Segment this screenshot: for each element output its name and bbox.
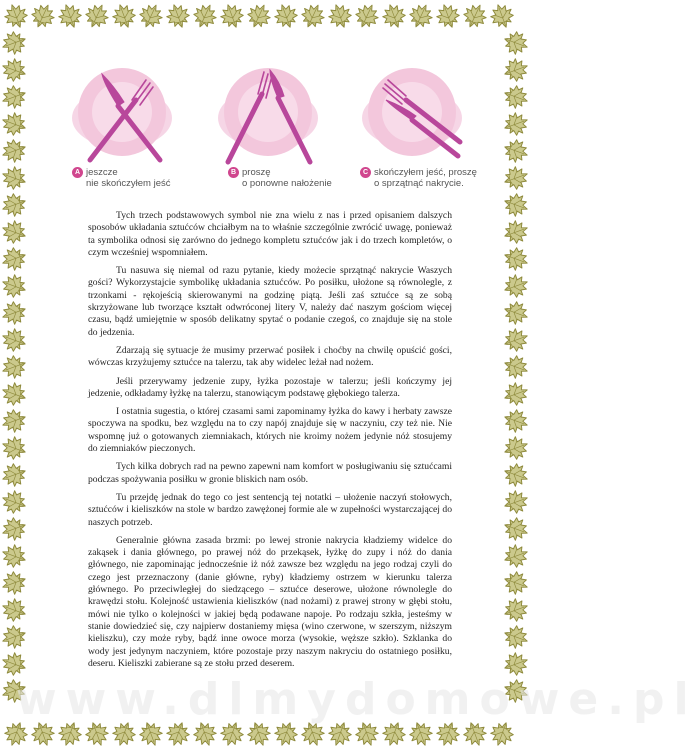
maple-leaf-icon: [501, 515, 531, 544]
plate-c-illustration: [350, 56, 478, 184]
maple-leaf-icon: [0, 164, 29, 193]
maple-leaf-icon: [0, 272, 29, 301]
caption-a-badge: A: [72, 167, 83, 178]
maple-leaf-icon: [0, 515, 29, 544]
maple-leaf-icon: [244, 1, 274, 32]
maple-leaf-icon: [501, 542, 531, 571]
maple-leaf-icon: [501, 353, 531, 382]
paragraph-5: I ostatnia sugestia, o której czasami sami zapominamy łyżka do kawy i herbaty zawsze spoczywa na spodku, bez względu na to czy napój znajduje się w naczyniu, czy też nie. Nie wspomnę już o gotowanych ziemniakach, których nie kroimy nożem jedynie nóż stosujemy do ziemniaków pieczonych.: [88, 406, 452, 455]
maple-leaf-icon: [0, 245, 29, 274]
maple-leaf-icon: [0, 569, 29, 598]
caption-b-badge: B: [228, 167, 239, 178]
article-body: [88, 210, 452, 676]
maple-leaf-icon: [164, 1, 193, 31]
maple-leaf-icon: [501, 83, 531, 112]
maple-leaf-icon: [501, 596, 531, 625]
maple-leaf-icon: [501, 461, 531, 490]
maple-leaf-icon: [0, 137, 29, 166]
paragraph-7: Tu przejdę jednak do tego co jest sentencją tej notatki – ułożenie naczyń stołowych, sztućców i kieliszków na stole w bardzo zawężonej formie ale w zupełności wystarczającej do naszych potrzeb.: [88, 491, 452, 528]
maple-leaf-icon: [501, 488, 531, 517]
maple-leaf-icon: [501, 191, 531, 220]
maple-leaf-icon: [56, 1, 85, 31]
maple-leaf-icon: [0, 29, 29, 58]
maple-leaf-icon: [460, 1, 490, 32]
caption-c-badge: C: [360, 167, 371, 178]
caption-c-text: skończyłem jeść, proszę o sprzątnąć nakrycie.: [374, 167, 477, 189]
maple-leaf-icon: [0, 596, 29, 625]
plate-a-illustration: [60, 56, 188, 184]
paragraph-3: Zdarzają się sytuacje że musimy przerwać posiłek i choćby na chwilę opuścić gości, wówczas krzyżujemy sztućce na talerzu, tak aby widelec leżał nad nożem.: [88, 344, 452, 369]
maple-leaf-icon: [0, 299, 29, 328]
maple-leaf-icon: [190, 1, 220, 32]
maple-leaf-icon: [0, 56, 29, 85]
maple-leaf-icon: [218, 1, 247, 31]
paragraph-1: Tych trzech podstawowych symbol nie zna wielu z nas i przed opisaniem dalszych sposobów układania sztućców chciałbym na to właśnie szczególnie zwrócić uwagę, ponieważ ta symbolika odnosi się zarówno do jednego kompletu sztućców jak i do trzech kompletów, o czym wcześniej wspomniałem.: [88, 210, 452, 258]
caption-b-text: proszę o ponowne nałożenie: [242, 167, 332, 189]
site-watermark: www.dlmydomowe.pl: [16, 674, 698, 725]
maple-leaf-icon: [0, 326, 29, 355]
maple-leaf-icon: [501, 434, 531, 463]
maple-leaf-icon: [352, 1, 382, 32]
maple-leaf-icon: [501, 326, 531, 355]
maple-leaf-icon: [28, 1, 58, 32]
maple-leaf-icon: [110, 1, 139, 31]
maple-leaf-icon: [0, 353, 29, 382]
maple-leaf-icon: [501, 218, 531, 247]
maple-leaf-icon: [0, 434, 29, 463]
paragraph-6: Tych kilka dobrych rad na pewno zapewni nam komfort w posługiwaniu się sztućcami podczas spożywania posiłku w gronie bliskich nam osób.: [88, 461, 452, 485]
maple-leaf-icon: [0, 542, 29, 571]
maple-leaf-icon: [501, 407, 531, 436]
maple-leaf-icon: [0, 461, 29, 490]
plate-b-illustration: [206, 56, 334, 184]
maple-leaf-icon: [82, 1, 112, 32]
maple-leaf-icon: [501, 110, 531, 139]
maple-leaf-icon: [501, 623, 531, 652]
maple-leaf-icon: [406, 1, 436, 32]
maple-leaf-icon: [501, 299, 531, 328]
maple-leaf-icon: [488, 1, 517, 31]
maple-leaf-icon: [298, 1, 328, 32]
maple-leaf-icon: [501, 137, 531, 166]
paragraph-8: Generalnie główna zasada brzmi: po lewej stronie nakrycia kładziemy widelce do zakąsek i dania głównego, po prawej nóż do przekąsek, łyżkę do zupy i nóż do dania głównego, nie zapominając jednocześnie iż nóż zawsze bez względu na jego rodzaj czyli do czego jest przeznaczony (danie główne, ryby) kładziemy ostrzem w kierunku talerza głównego. Po przeciwległej do siedzącego – sztućce deserowe, ułożone równolegle do krawędzi stołu. Kolejność ustawienia kieliszków (nad nożami) z prawej strony w głębi stołu, mówi nie tylko o kolejności w jakiej będą podawane napoje. Po rodzaju szkła, jesteśmy w stanie dowiedzieć się, czy najpierw dostaniemy mięsa (wino czerwone, w szerszym, niższym kieliszku), czy może ryby, bądź inne owoce morza (wysokie, węższe szkło). Szklanka do wody jest jedynym naczyniem, które pozostaje przy naszym nakryciu do ostatniego posiłku, deseru. Kieliszki zabierane są ze stołu przed deserem.: [88, 534, 452, 669]
maple-leaf-icon: [0, 83, 29, 112]
cutlery-etiquette-figure: [60, 56, 480, 206]
maple-leaf-icon: [380, 1, 409, 31]
paragraph-4: Jeśli przerywamy jedzenie zupy, łyżka pozostaje w talerzu; jeśli kończymy jej jedzenie, odkładamy łyżkę na talerzu, stanowiącym podstawę głębokiego talerza.: [88, 375, 452, 399]
maple-leaf-icon: [326, 1, 355, 31]
maple-leaf-icon: [0, 380, 29, 409]
maple-leaf-icon: [501, 164, 531, 193]
maple-leaf-icon: [501, 29, 531, 58]
maple-leaf-icon: [0, 623, 29, 652]
maple-leaf-icon: [2, 1, 31, 31]
maple-leaf-icon: [0, 110, 29, 139]
maple-leaf-icon: [501, 272, 531, 301]
maple-leaf-icon: [0, 191, 29, 220]
maple-leaf-icon: [501, 569, 531, 598]
maple-leaf-icon: [0, 407, 29, 436]
maple-leaf-icon: [136, 1, 166, 32]
paragraph-2: Tu nasuwa się niemal od razu pytanie, kiedy możecie sprzątnąć nakrycie Waszych gości? Wykorzystajcie symbolikę układania sztućców. Po posiłku, ułożone są równolegle, z trzonkami - rękojeścią skierowanymi na godzinę piątą. Jeśli zaś sztućce są ze sobą skrzyżowane lub tworzące kształt odwróconej litery V, należy dać naszym gościom więcej czasu, bądź umiejętnie w sposób delikatny spytać o podanie czegoś, co znajduje się na stole do jedzenia.: [88, 265, 452, 338]
maple-leaf-icon: [0, 488, 29, 517]
maple-leaf-icon: [272, 1, 301, 31]
maple-leaf-icon: [0, 218, 29, 247]
maple-leaf-icon: [501, 245, 531, 274]
maple-leaf-icon: [434, 1, 463, 31]
maple-leaf-icon: [501, 56, 531, 85]
caption-a-text: jeszcze nie skończyłem jeść: [86, 167, 171, 189]
maple-leaf-icon: [501, 380, 531, 409]
